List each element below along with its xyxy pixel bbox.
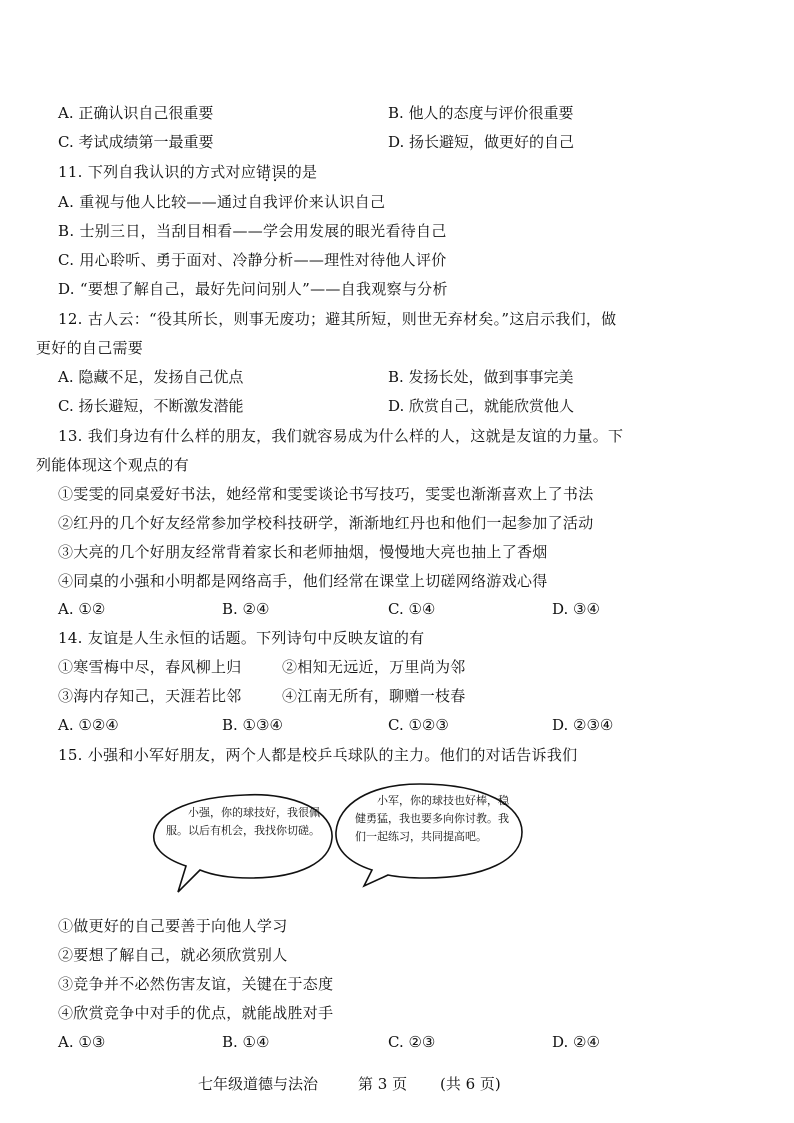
right-bubble-text: 小军，你的球技也好棒，稳健勇猛，我也要多向你讨教。我们一起练习，共同提高吧。 (355, 794, 509, 843)
q13-option-b: B. ②④ (222, 600, 270, 618)
q12-option-b: B. 发扬长处，做到事事完美 (388, 368, 574, 386)
q14-option-b: B. ①③④ (222, 716, 283, 734)
q11-stem (58, 162, 317, 182)
q14-item-4: ④江南无所有，聊赠一枝春 (282, 687, 466, 705)
dialogue-illustration (150, 782, 530, 897)
q13-item-2: ②红丹的几个好友经常参加学校科技研学，渐渐地红丹也和他们一起参加了活动 (58, 514, 594, 532)
q10-option-d: D. 扬长避短，做更好的自己 (388, 133, 575, 151)
q11-option-d: D. “要想了解自己，最好先问问别人”——自我观察与分析 (58, 280, 448, 298)
q13-stem-line1: 13. 我们身边有什么样的朋友，我们就容易成为什么样的人，这就是友谊的力量。下 (58, 427, 624, 445)
q13-option-c: C. ①④ (388, 600, 436, 618)
q12-stem-line2: 更好的自己需要 (36, 339, 144, 357)
left-bubble-text: 小强，你的球技好，我很佩服。以后有机会，我找你切磋。 (166, 806, 320, 837)
q14-option-d: D. ②③④ (552, 716, 614, 734)
q11-option-c: C. 用心聆听、勇于面对、冷静分析——理性对待他人评价 (58, 251, 447, 269)
q13-stem-line2: 列能体现这个观点的有 (36, 456, 190, 474)
q10-option-a: A. 正确认识自己很重要 (58, 104, 214, 122)
q10-option-c: C. 考试成绩第一最重要 (58, 133, 214, 151)
q15-option-b: B. ①④ (222, 1033, 270, 1051)
q12-stem-line1: 12. 古人云：“役其所长，则事无废功；避其所短，则世无弃材矣。”这启示我们，做 (58, 310, 617, 328)
q10-option-b: B. 他人的态度与评价很重要 (388, 104, 574, 122)
q13-item-4: ④同桌的小强和小明都是网络高手，他们经常在课堂上切磋网络游戏心得 (58, 572, 548, 590)
q14-item-2: ②相知无远近，万里尚为邻 (282, 658, 466, 676)
q15-item-4: ④欣赏竞争中对手的优点，就能战胜对手 (58, 1004, 334, 1022)
q11-stem-post: 的是 (286, 163, 318, 181)
q14-option-c: C. ①②③ (388, 716, 449, 734)
q13-item-3: ③大亮的几个好朋友经常背着家长和老师抽烟，慢慢地大亮也抽上了香烟 (58, 543, 548, 561)
q15-item-1: ①做更好的自己要善于向他人学习 (58, 917, 288, 935)
q15-option-d: D. ②④ (552, 1033, 600, 1051)
q15-option-c: C. ②③ (388, 1033, 436, 1051)
q14-option-a: A. ①②④ (58, 716, 119, 734)
q12-option-d: D. 欣赏自己，就能欣赏他人 (388, 397, 575, 415)
footer-subject: 七年级道德与法治 (198, 1075, 319, 1093)
q15-item-2: ②要想了解自己，就必须欣赏别人 (58, 946, 288, 964)
q11-option-b: B. 士别三日，当刮目相看——学会用发展的眼光看待自己 (58, 222, 447, 240)
footer-total-pages: (共 6 页) (440, 1075, 501, 1093)
q14-stem: 14. 友谊是人生永恒的话题。下列诗句中反映友谊的有 (58, 629, 425, 647)
q13-item-1: ①雯雯的同桌爱好书法，她经常和雯雯谈论书写技巧，雯雯也渐渐喜欢上了书法 (58, 485, 594, 503)
q12-option-a: A. 隐藏不足，发扬自己优点 (58, 368, 244, 386)
q14-item-1: ①寒雪梅中尽，春风柳上归 (58, 658, 242, 676)
q15-item-3: ③竞争并不必然伤害友谊，关键在于态度 (58, 975, 334, 993)
q15-option-a: A. ①③ (58, 1033, 106, 1051)
q12-option-c: C. 扬长避短，不断激发潜能 (58, 397, 244, 415)
q13-option-a: A. ①② (58, 600, 106, 618)
q11-stem-pre: 11. 下列自我认识的方式对应 (58, 163, 257, 181)
q13-option-d: D. ③④ (552, 600, 600, 618)
q11-stem-emphasis: 错误 • • (256, 162, 287, 182)
footer-page-number: 第 3 页 (358, 1075, 408, 1093)
q14-item-3: ③海内存知己，天涯若比邻 (58, 687, 242, 705)
q11-option-a: A. 重视与他人比较——通过自我评价来认识自己 (58, 193, 386, 211)
q15-stem: 15. 小强和小军好朋友，两个人都是校乒乓球队的主力。他们的对话告诉我们 (58, 746, 578, 764)
